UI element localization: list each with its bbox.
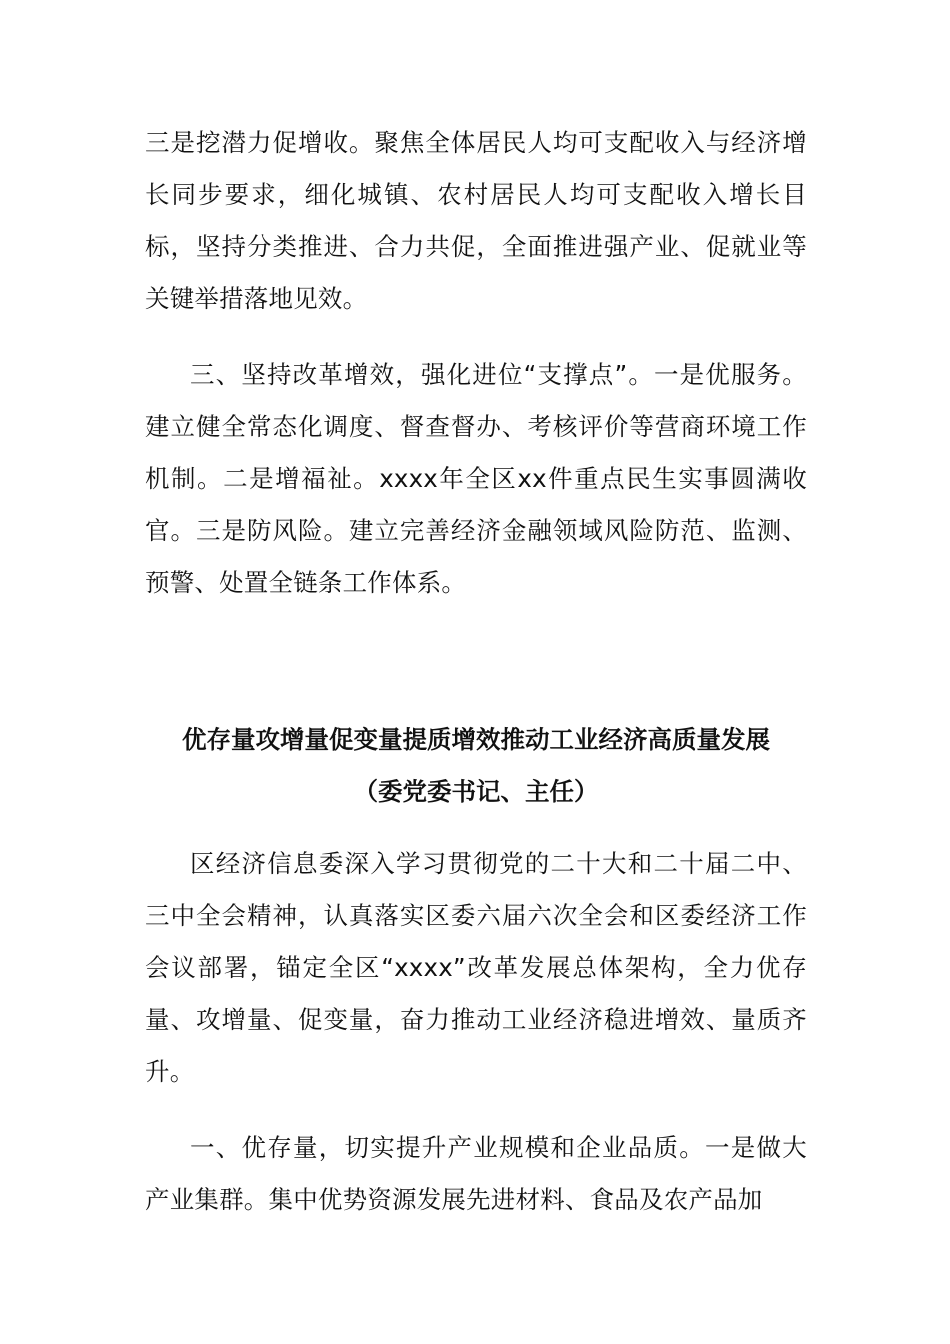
paragraph-income-growth: 三是挖潜力促增收。聚焦全体居民人均可支配收入与经济增长同步要求，细化城镇、农村居民人均可支配收入增长目标，坚持分类推进、合力共促，全面推进强产业、促就业等关键举措落地见效。 <box>145 128 807 313</box>
article-title: 优存量攻增量促变量提质增效推动工业经济高质量发展 <box>182 725 770 754</box>
article-subtitle: （委党委书记、主任） <box>353 777 599 806</box>
paragraph-optimize-stock: 一、优存量，切实提升产业规模和企业品质。一是做大产业集群。集中优势资源发展先进材料、食品及农产品加 <box>145 1133 807 1214</box>
paragraph-intro: 区经济信息委深入学习贯彻党的二十大和二十届二中、三中全会精神，认真落实区委六届六次全会和区委经济工作会议部署，锚定全区“xxxx”改革发展总体架构，全力优存量、攻增量、促变量，奋力推动工业经济稳进增效、量质齐升。 <box>145 849 807 1086</box>
paragraph-reform-efficiency: 三、坚持改革增效，强化进位“支撑点”。一是优服务。建立健全常态化调度、督查督办、考核评价等营商环境工作机制。二是增福祉。xxxx年全区xx件重点民生实事圆满收官。三是防风险。建立完善经济金融领域风险防范、监测、预警、处置全链条工作体系。 <box>145 360 807 597</box>
